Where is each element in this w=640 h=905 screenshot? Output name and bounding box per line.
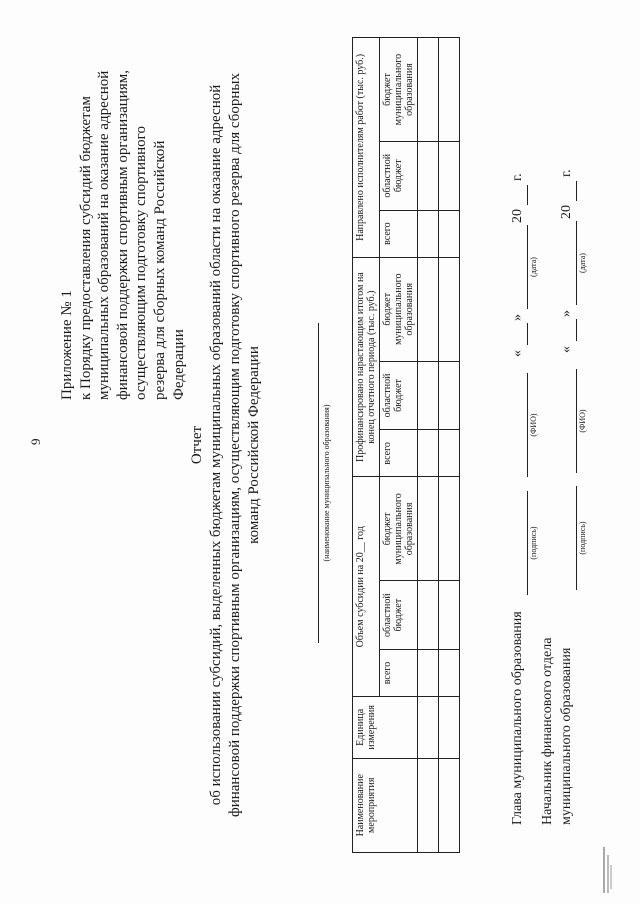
date-open-quote: « bbox=[510, 350, 525, 357]
report-title bbox=[188, 65, 264, 825]
header-financed: Профинансировано нарастающим итогом на конец отчетного периода (тыс. руб.) bbox=[353, 257, 380, 477]
table-cell bbox=[439, 697, 460, 758]
appendix-line: осуществляющим подготовку спортивного bbox=[133, 126, 150, 400]
report-table bbox=[352, 37, 460, 853]
name-caption: (ФИО) bbox=[529, 413, 538, 437]
appendix-line: муниципальных образований на оказание адресной bbox=[96, 70, 113, 400]
subheader-regional: областной бюджет bbox=[380, 361, 418, 430]
day-line bbox=[576, 319, 577, 341]
table-cell bbox=[439, 758, 460, 852]
subheader-total: всего bbox=[380, 210, 418, 257]
table-cell bbox=[439, 430, 460, 477]
table-cell bbox=[418, 210, 439, 257]
table-cell bbox=[439, 257, 460, 361]
table-cell bbox=[439, 477, 460, 581]
date-line bbox=[576, 221, 577, 305]
date-open-quote: « bbox=[559, 346, 574, 353]
signature-caption: (подпись) bbox=[529, 526, 538, 560]
table-cell bbox=[418, 758, 439, 852]
date-caption: (дата) bbox=[578, 253, 587, 273]
year-suffix: г. bbox=[510, 173, 525, 181]
year-prefix: 20 bbox=[510, 209, 525, 223]
report-subtitle-line: команд Российской Федерации bbox=[246, 346, 262, 544]
scan-mark-icon bbox=[600, 845, 614, 895]
date-close-quote: » bbox=[510, 314, 525, 321]
table-cell bbox=[418, 142, 439, 211]
table-cell bbox=[418, 581, 439, 650]
table-row bbox=[439, 38, 460, 853]
year-line bbox=[527, 185, 528, 205]
date-line bbox=[527, 225, 528, 309]
page-number: 9 bbox=[28, 438, 43, 445]
appendix-line: Федерации bbox=[170, 329, 187, 400]
table-cell bbox=[418, 477, 439, 581]
name-line bbox=[576, 369, 577, 473]
subheader-total: всего bbox=[380, 430, 418, 477]
finance-signatory-label: Начальник финансового отдела bbox=[540, 637, 555, 825]
table-cell bbox=[418, 257, 439, 361]
municipality-caption: (наименование муниципального образования) bbox=[322, 404, 331, 562]
finance-signatory-label: муниципального образования bbox=[559, 647, 574, 825]
head-signatory-label: Глава муниципального образования bbox=[510, 611, 525, 825]
table-cell bbox=[439, 649, 460, 696]
year-prefix: 20 bbox=[559, 205, 574, 219]
date-close-quote: » bbox=[559, 310, 574, 317]
subheader-regional: областной бюджет bbox=[380, 581, 418, 650]
subheader-regional: областной бюджет bbox=[380, 142, 418, 211]
name-caption: (ФИО) bbox=[578, 409, 587, 433]
table-header-row bbox=[353, 38, 380, 853]
report-title-word: Отчет bbox=[189, 425, 205, 465]
signature-line bbox=[576, 486, 577, 590]
signature-caption: (подпись) bbox=[578, 521, 587, 555]
appendix-line: Приложение № 1 bbox=[59, 290, 75, 400]
subheader-total: всего bbox=[380, 649, 418, 696]
header-unit: Единица измерения bbox=[353, 697, 418, 758]
table-cell bbox=[418, 361, 439, 430]
subheader-municipal: бюджет муниципального образования bbox=[380, 257, 418, 361]
name-line bbox=[527, 373, 528, 477]
table-cell bbox=[439, 581, 460, 650]
table-row bbox=[418, 38, 439, 853]
appendix-line: к Порядку предоставления субсидий бюджетам bbox=[77, 96, 94, 400]
table-cell bbox=[439, 361, 460, 430]
table-cell bbox=[418, 430, 439, 477]
header-event: Наименование мероприятия bbox=[353, 758, 418, 852]
table-cell bbox=[439, 210, 460, 257]
table-cell bbox=[418, 697, 439, 758]
municipality-name-line bbox=[318, 323, 319, 643]
appendix-line: резерва для сборных команд Российской bbox=[151, 140, 168, 400]
table-cell bbox=[439, 142, 460, 211]
appendix-header bbox=[58, 40, 188, 400]
header-volume: Объем субсидии на 20__ год bbox=[353, 477, 380, 697]
report-subtitle-line: финансовой поддержки спортивным организациям, осуществляющим подготовку спортивного резерва для сборных bbox=[227, 73, 243, 817]
subheader-municipal: бюджет муниципального образования bbox=[380, 38, 418, 142]
day-line bbox=[527, 323, 528, 345]
year-suffix: г. bbox=[559, 169, 574, 177]
table-cell bbox=[439, 38, 460, 142]
table-cell bbox=[418, 649, 439, 696]
table-cell bbox=[418, 38, 439, 142]
subheader-municipal: бюджет муниципального образования bbox=[380, 477, 418, 581]
appendix-line: финансовой поддержки спортивным организациям, bbox=[114, 70, 131, 400]
report-subtitle-line: об использовании субсидий, выделенных бюджетам муниципальных образований области на оказание адресной bbox=[208, 84, 224, 806]
signature-line bbox=[527, 491, 528, 595]
header-directed: Направлено исполнителям работ (тыс. руб.) bbox=[353, 38, 380, 258]
year-line bbox=[576, 181, 577, 201]
date-caption: (дата) bbox=[529, 257, 538, 277]
